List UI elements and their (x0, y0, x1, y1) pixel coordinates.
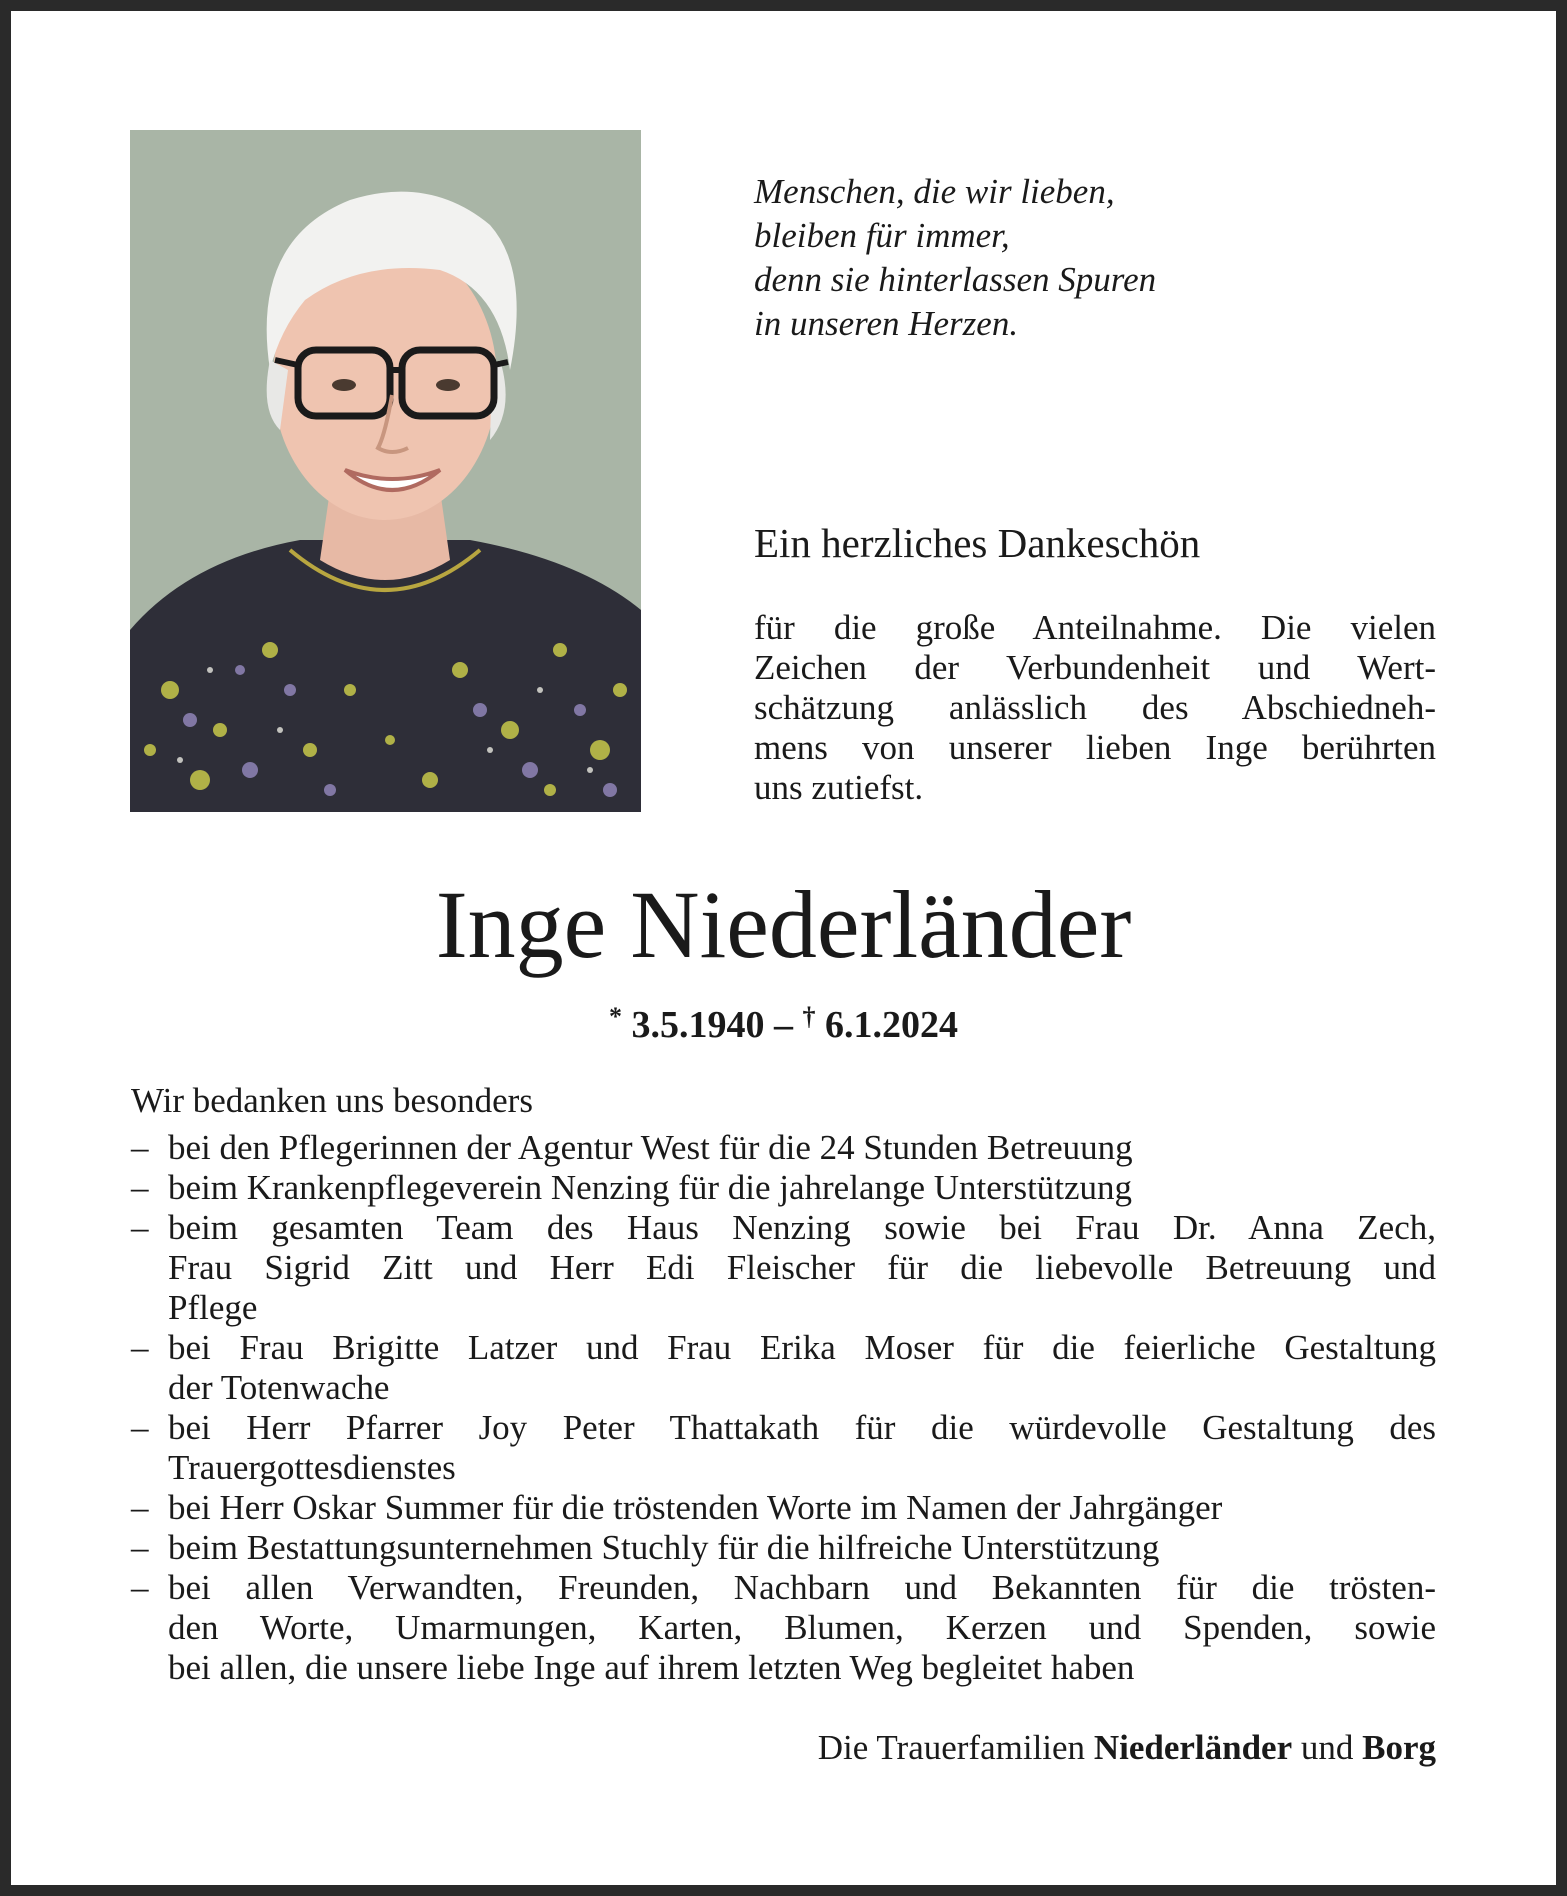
list-item-line: Trauergottesdienstes (168, 1448, 456, 1487)
list-item-line: bei allen Verwandten, Freunden, Nachbarn und Bekannten für die trösten- (168, 1568, 1436, 1607)
list-item (131, 1128, 1436, 1168)
list-item-line: bei Frau Brigitte Latzer und Frau Erika Moser für die feierliche Gestaltung (168, 1328, 1436, 1367)
list-item-line: Pflege (168, 1288, 258, 1327)
list-dash: – (131, 1208, 149, 1247)
list-item-line: beim Bestattungsunternehmen Stuchly für die hilfreiche Unterstützung (168, 1528, 1160, 1567)
birth-date: 3.5.1940 (631, 1004, 765, 1046)
list-item (131, 1208, 1436, 1328)
list-item (131, 1328, 1436, 1408)
death-symbol: † (802, 1002, 816, 1031)
birth-symbol: * (609, 1002, 622, 1031)
list-item-line: beim gesamten Team des Haus Nenzing sowie bei Frau Dr. Anna Zech, (168, 1208, 1436, 1247)
list-dash: – (131, 1128, 149, 1167)
list-item (131, 1568, 1436, 1688)
poem-line: in unseren Herzen. (754, 304, 1019, 343)
thanks-paragraph (754, 608, 1436, 808)
acknowledgements-intro: Wir bedanken uns besonders (131, 1081, 533, 1120)
list-item (131, 1528, 1436, 1568)
list-dash: – (131, 1528, 149, 1567)
list-item-line: den Worte, Umarmungen, Karten, Blumen, Kerzen und Spenden, sowie (168, 1608, 1436, 1647)
thanks-line: für die große Anteilnahme. Die vielen (754, 608, 1436, 647)
list-item (131, 1488, 1436, 1528)
family-name-2: Borg (1362, 1728, 1436, 1767)
signature-prefix: Die Trauerfamilien (817, 1728, 1086, 1767)
deceased-name: Inge Niederländer (435, 871, 1132, 978)
thanks-line: Zeichen der Verbundenheit und Wert- (754, 648, 1436, 687)
list-item-line: bei den Pflegerinnen der Agentur West für die 24 Stunden Betreuung (168, 1128, 1133, 1167)
list-item-line: Frau Sigrid Zitt und Herr Edi Fleischer für die liebevolle Betreuung und (168, 1248, 1436, 1287)
death-date: 6.1.2024 (825, 1004, 958, 1046)
list-item (131, 1168, 1436, 1208)
list-dash: – (131, 1328, 149, 1367)
list-item-line: bei allen, die unsere liebe Inge auf ihrem letzten Weg begleitet haben (168, 1648, 1135, 1687)
signature (818, 1726, 1436, 1770)
thanks-line: schätzung anlässlich des Abschiedneh- (754, 688, 1436, 727)
list-item-line: bei Herr Pfarrer Joy Peter Thattakath für die würdevolle Gestaltung des (168, 1408, 1436, 1447)
list-dash: – (131, 1568, 149, 1607)
portrait-photo (130, 130, 641, 812)
date-separator: – (774, 1004, 793, 1046)
list-item (131, 1408, 1436, 1488)
list-dash: – (131, 1168, 149, 1207)
thanks-line: mens von unserer lieben Inge berührten (754, 728, 1436, 767)
portrait-illustration (130, 130, 641, 812)
list-item-line: der Totenwache (168, 1368, 390, 1407)
signature-connector: und (1300, 1728, 1354, 1767)
memorial-poem (754, 170, 1274, 346)
poem-line: bleiben für immer, (754, 216, 1010, 255)
thanks-line: uns zutiefst. (754, 768, 924, 807)
list-dash: – (131, 1488, 149, 1527)
family-name-1: Niederländer (1093, 1728, 1293, 1767)
list-item-line: beim Krankenpflegeverein Nenzing für die jahrelange Unterstützung (168, 1168, 1133, 1207)
acknowledgements-list (131, 1128, 1436, 1688)
poem-line: Menschen, die wir lieben, (754, 172, 1115, 211)
list-dash: – (131, 1408, 149, 1447)
list-item-line: bei Herr Oskar Summer für die tröstenden Worte im Namen der Jahrgänger (168, 1488, 1223, 1527)
life-dates (0, 992, 1567, 1050)
poem-line: denn sie hinterlassen Spuren (754, 260, 1157, 299)
thanks-heading: Ein herzliches Dankeschön (754, 520, 1201, 566)
